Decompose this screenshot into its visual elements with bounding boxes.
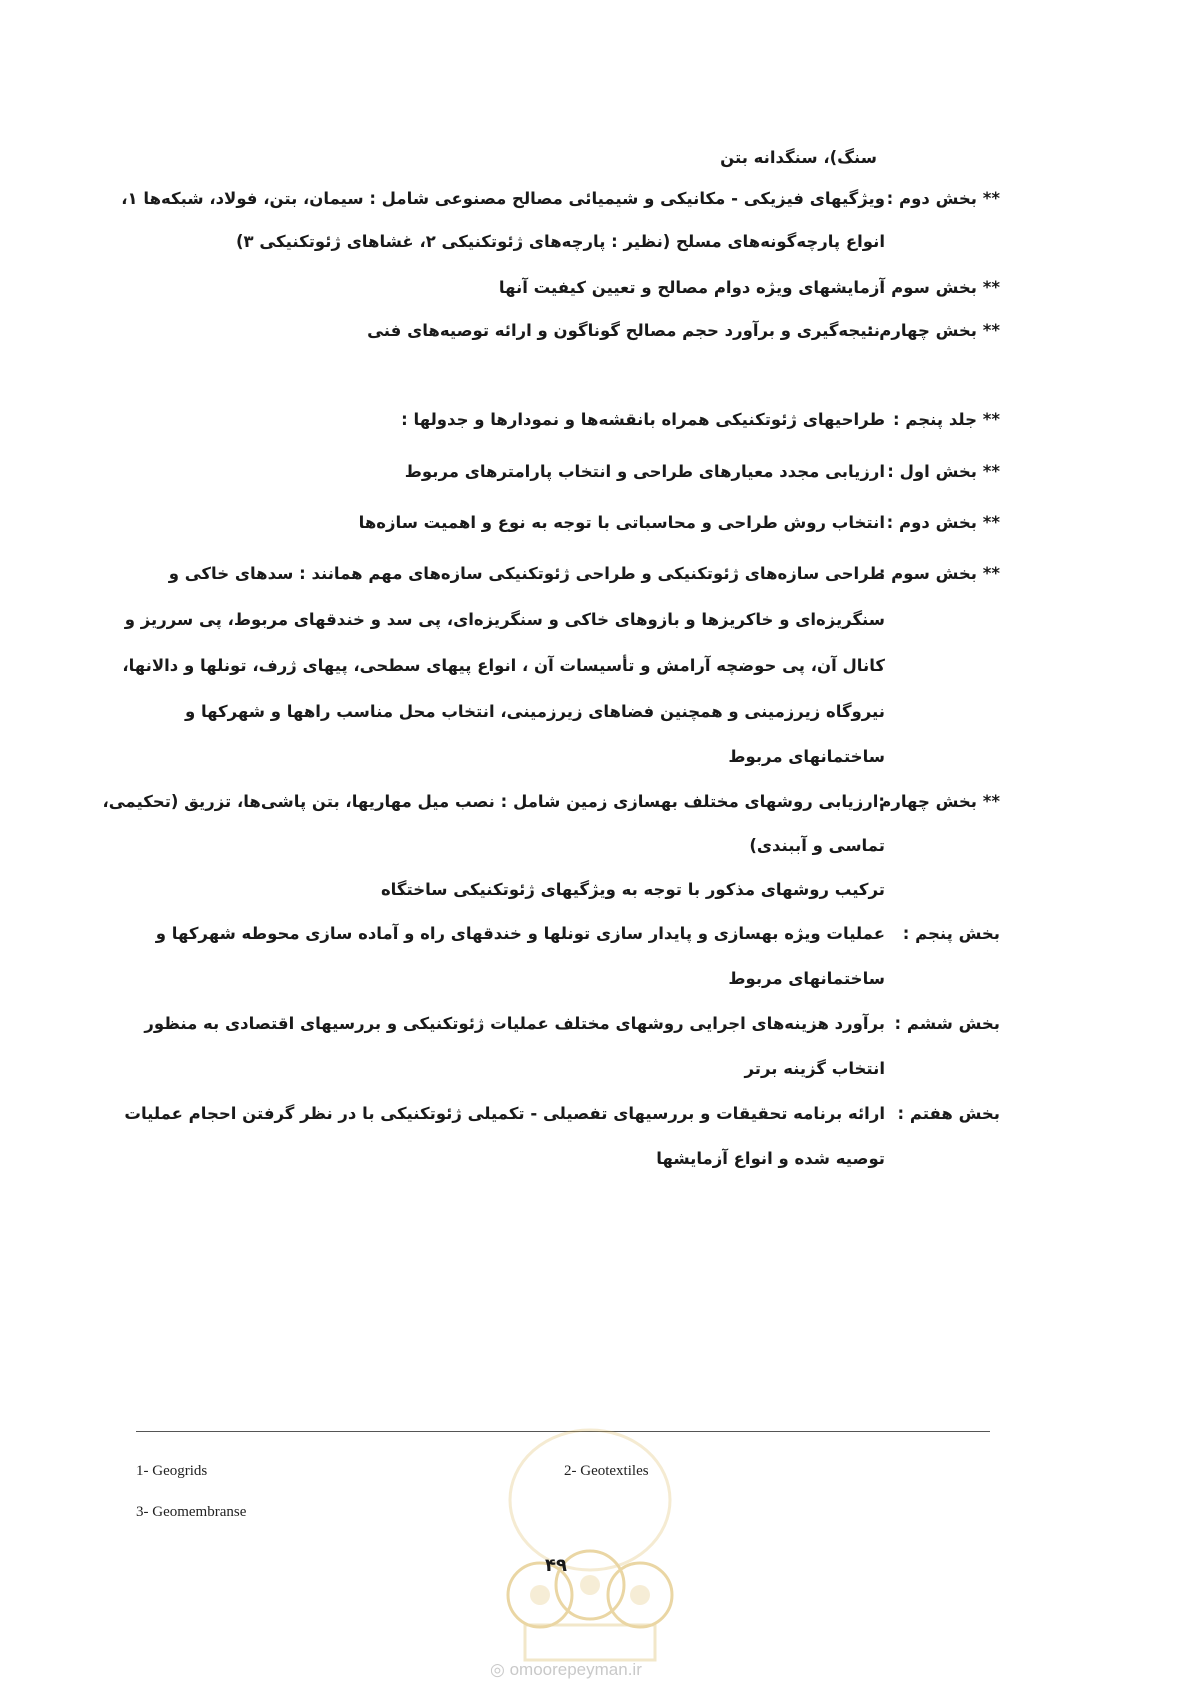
- section-label: بخش ششم :: [894, 1014, 1000, 1033]
- watermark-url-text: omoorepeyman.ir: [509, 1660, 642, 1679]
- line-text: توصیه شده و انواع آزمایشها: [656, 1149, 885, 1168]
- line-text: سنگ)، سنگدانه بتن: [720, 148, 877, 167]
- line-text: ارائه برنامه تحقیقات و بررسیهای تفصیلی - تکمیلی ژئوتکنیکی با در نظر گرفتن احجام عملیات: [124, 1104, 885, 1123]
- section-label: ** بخش سوم :: [878, 564, 1000, 583]
- line-text: نیروگاه زیرزمینی و همچنین فضاهای زیرزمینی، انتخاب محل مناسب راهها و شهرکها و: [184, 702, 885, 721]
- text-line: [185, 700, 885, 724]
- section-label: ** بخش چهارم :: [866, 321, 1000, 340]
- line-text: :ارزیابی روشهای مختلف بهسازی زمین شامل : نصب میل مهاریها، بتن پاشی‌ها، تزریق (تحکیمی،: [102, 792, 885, 811]
- section-label: ** بخش دوم :: [886, 513, 1000, 532]
- globe-icon: ◎: [490, 1660, 505, 1679]
- line-text: عملیات ویژه بهسازی و پایدار سازی تونلها و خندقهای راه و آماده سازی محوطه شهرکها و: [155, 924, 885, 943]
- text-line: [728, 745, 885, 769]
- text-line: [749, 834, 885, 858]
- line-text: انواع پارچه‌گونه‌های مسلح (نظیر : پارچه‌های ژئوتکنیکی ۲، غشاهای ژئوتکنیکی ۳): [235, 232, 885, 251]
- text-line: [656, 1147, 885, 1171]
- line-text: ترکیب روشهای مذکور با توجه به ویژگیهای ژئوتکنیکی ساختگاه: [380, 880, 885, 899]
- watermark-url: [490, 1660, 642, 1680]
- line-text: تماسی و آببندی): [749, 836, 885, 855]
- line-text: ارزیابی مجدد معیارهای طراحی و انتخاب پارامترهای مربوط: [404, 462, 885, 481]
- line-text: کانال آن، پی حوضچه آرامش و تأسیسات آن ، انواع پیهای سطحی، پیهای ژرف، تونلها و دالانها،: [122, 656, 885, 675]
- footnote-2: 2- Geotextiles: [564, 1463, 649, 1479]
- section-label: ** بخش اول :: [887, 462, 1000, 481]
- text-line: [720, 146, 877, 170]
- text-line: [745, 1057, 885, 1081]
- text-line: [728, 967, 885, 991]
- line-text: سنگریزه‌ای و خاکریزها و بازوهای خاکی و سنگریزه‌ای، پی سد و خندقهای مربوط، پی سرریز و: [124, 610, 885, 629]
- text-line: [122, 654, 885, 678]
- text-line: [236, 230, 885, 254]
- line-text: آزمایشهای ویژه دوام مصالح و تعیین کیفیت آنها: [498, 278, 885, 297]
- line-text: طراحیهای ژئوتکنیکی همراه بانقشه‌ها و نمودارها و جدولها :: [401, 410, 885, 429]
- text-line: [125, 608, 885, 632]
- page-number: ۴۹: [545, 1555, 567, 1576]
- section-label: ** بخش دوم :: [886, 189, 1000, 208]
- footnote-3: 3- Geomembranse: [136, 1504, 247, 1520]
- section-label: ** بخش سوم :: [878, 278, 1000, 297]
- section-label: ** بخش چهارم: [879, 792, 1000, 811]
- section-label: بخش پنجم :: [902, 924, 1000, 943]
- line-text: انتخاب روش طراحی و محاسباتی با توجه به نوع و اهمیت سازه‌ها: [358, 513, 885, 532]
- line-text: نتیجه‌گیری و برآورد حجم مصالح گوناگون و ارائه توصیه‌های فنی: [367, 321, 880, 340]
- line-text: ساختمانهای مربوط: [728, 969, 885, 988]
- text-line: [381, 878, 885, 902]
- section-label: بخش هفتم :: [897, 1104, 1000, 1123]
- line-text: ساختمانهای مربوط: [728, 747, 885, 766]
- footnote-1: 1- Geogrids: [136, 1463, 208, 1479]
- line-text: ویژگیهای فیزیکی - مکانیکی و شیمیائی مصالح مصنوعی شامل : سیمان، بتن، فولاد، شبکه‌ها ۱،: [121, 189, 885, 208]
- line-text: طراحی سازه‌های ژئوتکنیکی و طراحی ژئوتکنیکی سازه‌های مهم همانند : سدهای خاکی و: [168, 564, 885, 583]
- line-text: انتخاب گزینه برتر: [744, 1059, 885, 1078]
- section-label: ** جلد پنجم :: [892, 410, 1000, 429]
- line-text: برآورد هزینه‌های اجرایی روشهای مختلف عملیات ژئوتکنیکی و بررسیهای اقتصادی به منظور: [144, 1014, 885, 1033]
- watermark-logo: [480, 1420, 700, 1670]
